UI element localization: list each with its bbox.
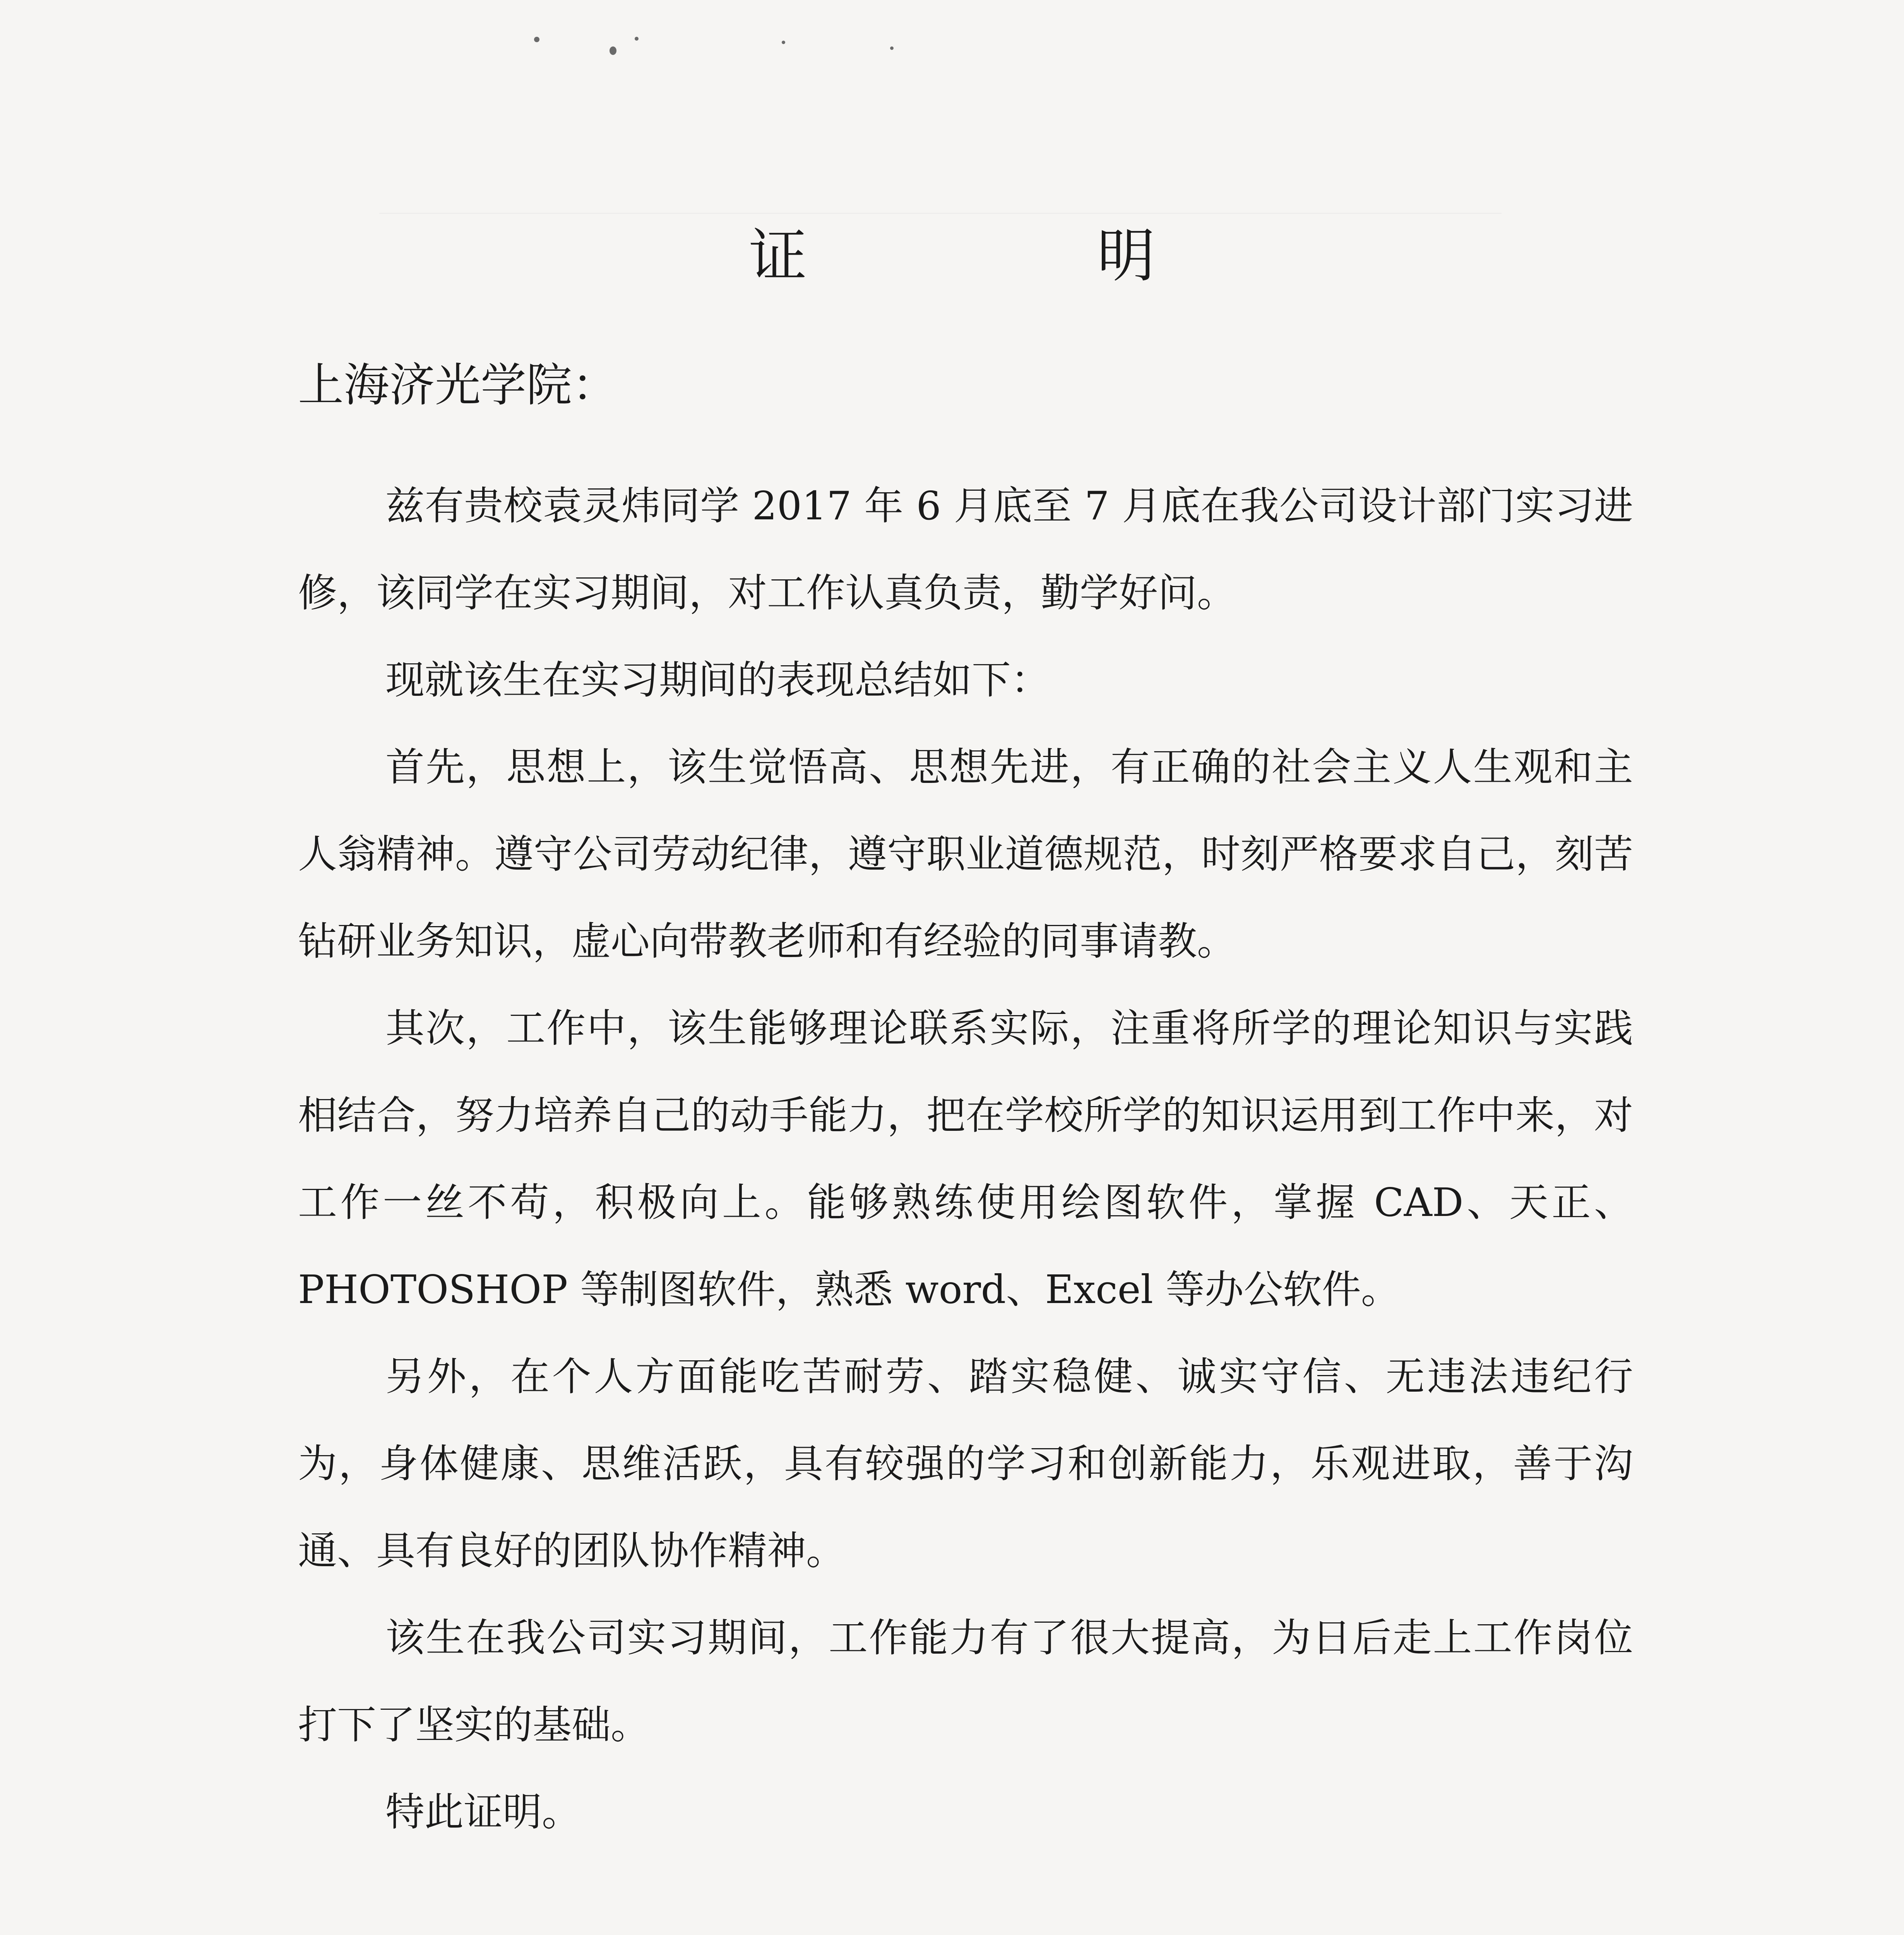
letter-body: [298, 462, 1633, 1856]
paragraph-summary-lead: 现就该生在实习期间的表现总结如下：: [385, 657, 1050, 703]
paragraph-personal: 另外，在个人方面能吃苦耐劳、踏实稳健、诚实守信、无违法违纪行为，身体健康、思维活跃，具有较强的学习和创新能力，乐观进取，善于沟通、具有良好的团队协作精神。: [298, 1354, 1633, 1574]
salutation: 上海济光学院：: [298, 358, 618, 412]
paragraph-ideology: 首先，思想上，该生觉悟高、思想先进，有正确的社会主义人生观和主人翁精神。遵守公司劳动纪律，遵守职业道德规范，时刻严格要求自己，刻苦钻研业务知识，虚心向带教老师和有经验的同事请教。: [298, 744, 1633, 964]
paragraph-conclusion: 该生在我公司实习期间，工作能力有了很大提高，为日后走上工作岗位打下了坚实的基础。: [298, 1615, 1633, 1748]
scan-speck: [782, 41, 785, 44]
paragraph-intro: 兹有贵校袁灵炜同学 2017 年 6 月底至 7 月底在我公司设计部门实习进修，该同学在实习期间，对工作认真负责，勤学好问。: [298, 483, 1633, 616]
scan-speck: [890, 46, 894, 50]
document-title: 证 明: [748, 223, 1271, 290]
scan-speck: [534, 37, 539, 42]
scan-speck: [635, 37, 639, 41]
paragraph-closing: 特此证明。: [385, 1789, 581, 1835]
paragraph-work: 其次，工作中，该生能够理论联系实际，注重将所学的理论知识与实践相结合，努力培养自己的动手能力，把在学校所学的知识运用到工作中来，对工作一丝不苟，积极向上。能够熟练使用绘图软件，掌握 CAD、天正、PHOTOSHOP 等制图软件，熟悉 word、Excel 等办公软件。: [298, 1005, 1633, 1312]
scan-speck: [610, 46, 616, 55]
